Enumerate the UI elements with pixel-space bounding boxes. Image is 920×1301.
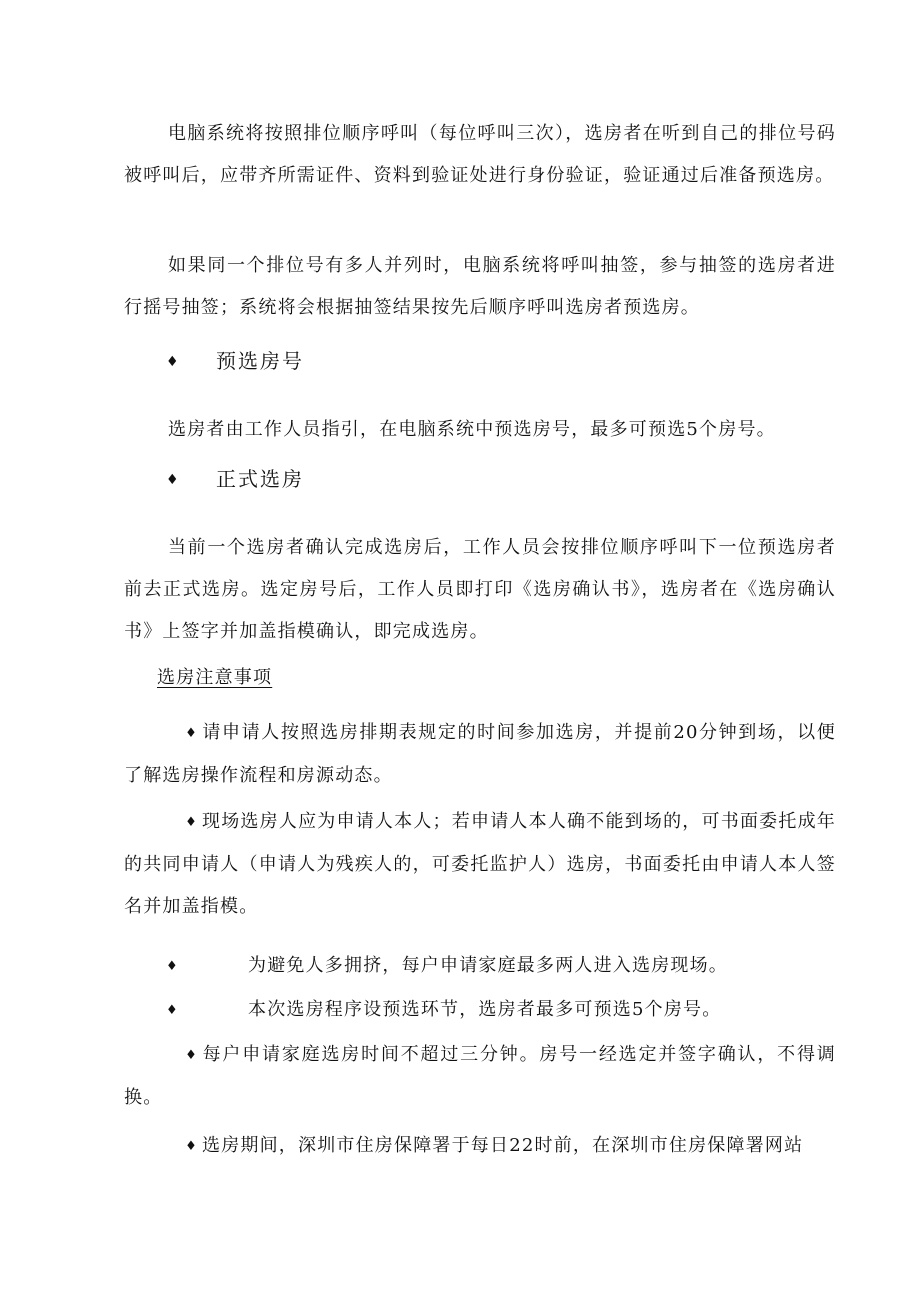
diamond-bullet-icon: ♦ xyxy=(185,726,198,741)
diamond-bullet-icon: ♦ xyxy=(185,1048,198,1063)
paragraph-call-order: 电脑系统将按照排位顺序呼叫（每位呼叫三次），选房者在听到自己的排位号码被呼叫后，应带齐所需证件、资料到验证处进行身份验证，验证通过后准备预选房。 xyxy=(124,123,836,186)
diamond-bullet-icon: ♦ xyxy=(166,1003,179,1018)
note-two-persons xyxy=(166,951,728,982)
heading-preselect-text: 预选房号 xyxy=(216,349,304,373)
note-applicant-in-person-text: 现场选房人应为申请人本人；若申请人本人确不能到场的，可书面委托成年的共同申请人（申请人为残疾人的，可委托监护人）选房，书面委托由申请人本人签名并加盖指模。 xyxy=(124,811,836,917)
heading-formal-select-text: 正式选房 xyxy=(216,467,304,491)
diamond-bullet-icon: ♦ xyxy=(185,1139,198,1154)
note-two-persons-text: 为避免人多拥挤，每户申请家庭最多两人进入选房现场。 xyxy=(248,955,728,976)
diamond-bullet-icon: ♦ xyxy=(185,815,198,830)
note-arrive-early xyxy=(124,712,836,797)
section-title-notes: 选房注意事项 xyxy=(157,667,273,688)
note-daily-publication xyxy=(124,1125,836,1168)
note-preselect-limit xyxy=(166,995,721,1026)
note-preselect-limit-text: 本次选房程序设预选环节，选房者最多可预选5个房号。 xyxy=(248,999,722,1020)
note-applicant-in-person xyxy=(124,801,836,928)
paragraph-lottery: 如果同一个排位号有多人并列时，电脑系统将呼叫抽签，参与抽签的选房者进行摇号抽签；系统将会根据抽签结果按先后顺序呼叫选房者预选房。 xyxy=(124,255,836,318)
paragraph-formal-select: 当前一个选房者确认完成选房后，工作人员会按排位顺序呼叫下一位预选房者前去正式选房。选定房号后，工作人员即打印《选房确认书》，选房者在《选房确认书》上签字并加盖指模确认，即完成选房。 xyxy=(124,537,836,642)
note-daily-publication-text: 选房期间，深圳市住房保障署于每日22时前，在深圳市住房保障署网站 xyxy=(202,1135,804,1156)
paragraph-preselect-rule: 选房者由工作人员指引，在电脑系统中预选房号，最多可预选5个房号。 xyxy=(168,419,776,440)
diamond-bullet-icon: ♦ xyxy=(166,472,181,488)
heading-preselect xyxy=(166,346,304,377)
diamond-bullet-icon: ♦ xyxy=(166,354,181,370)
diamond-bullet-icon: ♦ xyxy=(166,959,179,974)
note-time-limit-text: 每户申请家庭选房时间不超过三分钟。房号一经选定并签字确认，不得调换。 xyxy=(124,1044,836,1108)
note-arrive-early-text: 请申请人按照选房排期表规定的时间参加选房，并提前20分钟到场，以便了解选房操作流程和房源动态。 xyxy=(124,722,836,786)
heading-formal-select xyxy=(166,464,304,495)
note-time-limit xyxy=(124,1034,836,1119)
